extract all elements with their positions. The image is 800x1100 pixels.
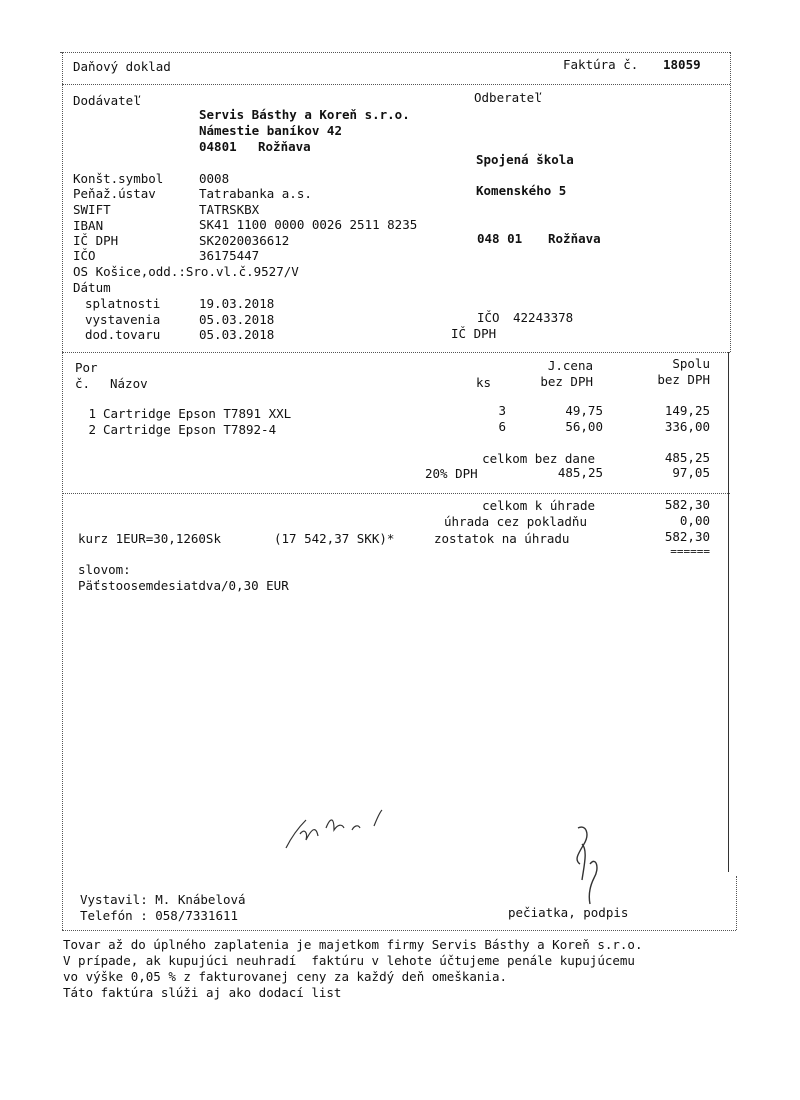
field-label-swift: SWIFT xyxy=(73,202,111,217)
customer-ico-label: IČO xyxy=(477,310,500,325)
field-label-ico: IČO xyxy=(73,248,96,263)
date-value-due: 19.03.2018 xyxy=(199,296,275,311)
customer-label: Odberateľ xyxy=(474,90,542,105)
row-unit-price: 49,75 xyxy=(565,403,603,418)
amount-due-label: celkom k úhrade xyxy=(482,498,595,513)
customer-ico: 42243378 xyxy=(513,310,574,325)
customer-name: Spojená škola xyxy=(476,152,574,167)
amount-due-value: 582,30 xyxy=(664,497,710,512)
supplier-zip: 04801 xyxy=(199,139,237,154)
row-number: 1 xyxy=(88,406,96,421)
stamp-label: pečiatka, podpis xyxy=(508,905,629,920)
date-value-delivery: 05.03.2018 xyxy=(199,327,275,342)
row-total: 149,25 xyxy=(664,403,710,418)
field-value-iban: SK41 1100 0000 0026 2511 8235 xyxy=(199,217,418,232)
in-words-label: slovom: xyxy=(78,562,131,577)
invoice-number: 18059 xyxy=(663,57,701,72)
skk-amount: (17 542,37 SKK)* xyxy=(274,531,395,546)
row-quantity: 3 xyxy=(498,403,506,418)
row-unit-price: 56,00 xyxy=(565,419,603,434)
frame-right-border-upper xyxy=(730,52,731,352)
in-words-value: Päťstoosemdesiatdva/0,30 EUR xyxy=(78,578,289,593)
supplier-city: Rožňava xyxy=(258,139,311,154)
customer-city: Rožňava xyxy=(548,231,601,246)
supplier-name: Servis Básthy a Koreň s.r.o. xyxy=(199,107,410,122)
vat-base: 485,25 xyxy=(557,465,603,480)
exchange-rate: kurz 1EUR=30,1260Sk xyxy=(78,531,221,546)
remaining-label: zostatok na úhradu xyxy=(434,531,570,546)
frame-totals-rule xyxy=(62,493,730,494)
column-header-ks: ks xyxy=(476,375,492,390)
field-label-iban: IBAN xyxy=(73,218,104,233)
vat-value: 97,05 xyxy=(672,465,710,480)
row-total: 336,00 xyxy=(664,419,710,434)
column-header-cislo: č. xyxy=(75,376,91,391)
invoice-label: Faktúra č. xyxy=(563,57,639,72)
vat-rate: 20% DPH xyxy=(425,466,478,481)
column-header-por: Por xyxy=(75,360,98,375)
row-number: 2 xyxy=(88,422,96,437)
customer-zip: 048 01 xyxy=(477,231,523,246)
frame-items-rule xyxy=(62,352,730,353)
total-underline: ====== xyxy=(670,545,710,558)
frame-header-rule xyxy=(62,84,730,85)
stamp-signature-scribble xyxy=(560,820,620,910)
customer-street: Komenského 5 xyxy=(476,183,567,198)
frame-right-border-bottom xyxy=(736,876,737,930)
signature-scribble xyxy=(282,806,392,856)
column-header-name: Názov xyxy=(110,376,148,391)
remaining-value: 582,30 xyxy=(664,529,710,544)
frame-right-border-lower xyxy=(728,352,729,872)
document-type: Daňový doklad xyxy=(73,59,171,74)
field-value-ico: 36175447 xyxy=(199,248,260,263)
column-header-jcena-bez-dph: bez DPH xyxy=(540,374,593,389)
frame-left-border xyxy=(62,52,63,930)
frame-top-rule xyxy=(60,52,730,53)
column-header-spolu-bez-dph: bez DPH xyxy=(657,372,710,387)
net-total-value: 485,25 xyxy=(664,450,710,465)
field-value-icdph: SK2020036612 xyxy=(199,233,290,248)
note-penalty: V prípade, ak kupujúci neuhradí faktúru v lehote účtujeme penále kupujúcemu xyxy=(63,953,635,968)
date-label-due: splatnosti xyxy=(85,296,161,311)
note-penalty-rate: vo výške 0,05 % z fakturovanej ceny za každý deň omeškania. xyxy=(63,969,508,984)
field-label-bank: Peňaž.ústav xyxy=(73,186,156,201)
field-label-icdph: IČ DPH xyxy=(73,233,119,248)
phone: Telefón : 058/7331611 xyxy=(80,908,239,923)
supplier-register: OS Košice,odd.:Sro.vl.č.9527/V xyxy=(73,264,299,279)
cash-payment-value: 0,00 xyxy=(679,513,710,528)
field-value-symbol: 0008 xyxy=(199,171,230,186)
note-ownership: Tovar až do úplného zaplatenia je majetkom firmy Servis Básthy a Koreň s.r.o. xyxy=(63,937,643,952)
column-header-spolu: Spolu xyxy=(672,356,710,371)
field-value-bank: Tatrabanka a.s. xyxy=(199,186,312,201)
customer-icdph-label: IČ DPH xyxy=(451,326,497,341)
note-delivery: Táto faktúra slúži aj ako dodací list xyxy=(63,985,342,1000)
date-label-delivery: dod.tovaru xyxy=(85,327,161,342)
supplier-street: Námestie baníkov 42 xyxy=(199,123,342,138)
dates-label: Dátum xyxy=(73,280,111,295)
row-quantity: 6 xyxy=(498,419,506,434)
row-name: Cartridge Epson T7891 XXL xyxy=(103,406,292,421)
row-name: Cartridge Epson T7892-4 xyxy=(103,422,277,437)
cash-payment-label: úhrada cez pokladňu xyxy=(444,514,587,529)
field-label-symbol: Konšt.symbol xyxy=(73,171,164,186)
field-value-swift: TATRSKBX xyxy=(199,202,260,217)
issued-by: Vystavil: M. Knábelová xyxy=(80,892,246,907)
supplier-label: Dodávateľ xyxy=(73,93,141,108)
date-value-issued: 05.03.2018 xyxy=(199,312,275,327)
net-total-label: celkom bez dane xyxy=(482,451,595,466)
column-header-jcena: J.cena xyxy=(547,358,593,373)
date-label-issued: vystavenia xyxy=(85,312,161,327)
frame-footer-rule xyxy=(62,930,736,931)
